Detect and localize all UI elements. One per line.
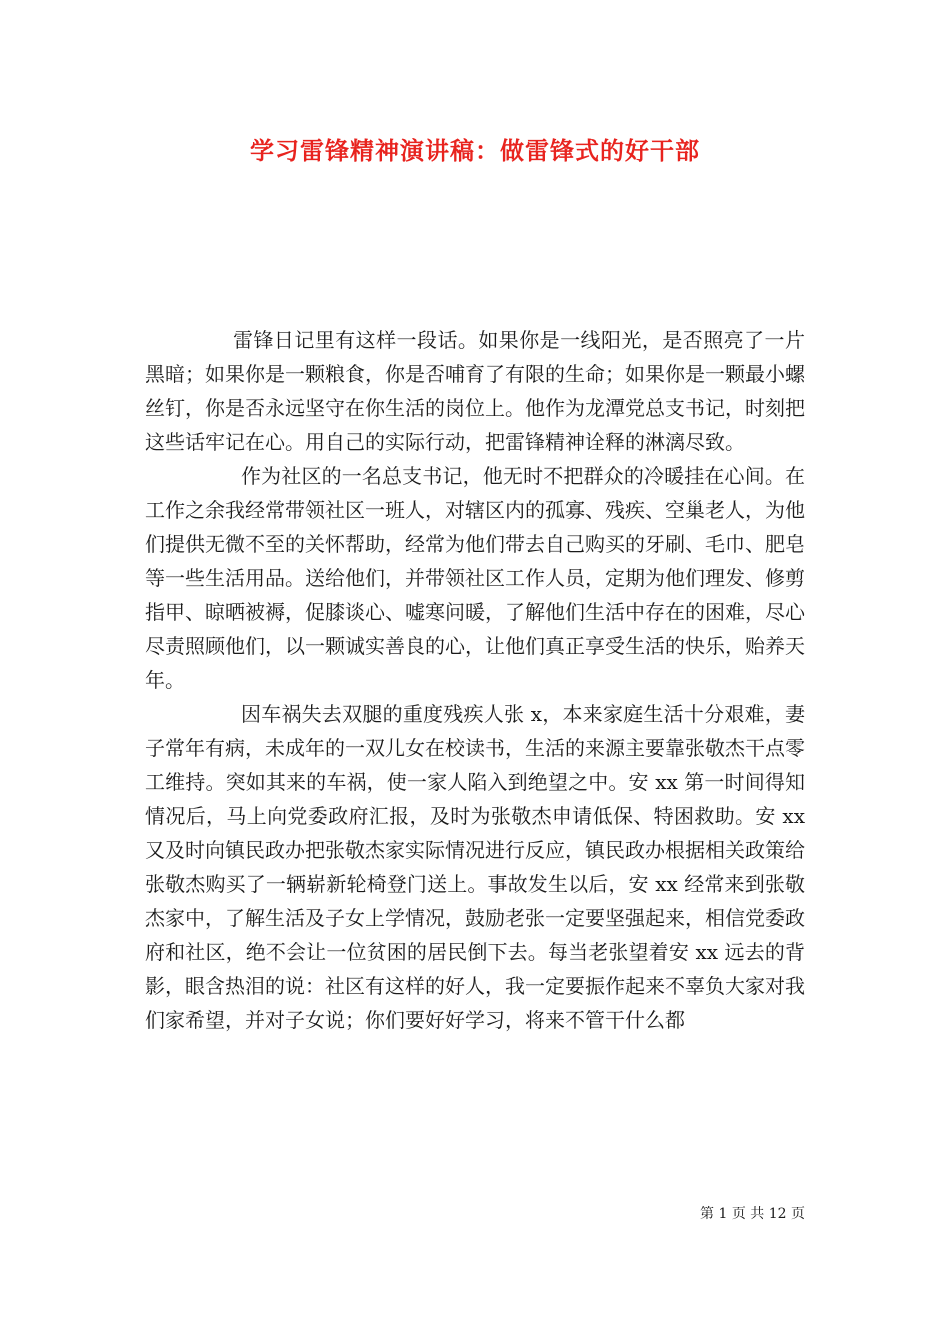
- paragraph-3: 因车祸失去双腿的重度残疾人张 x，本来家庭生活十分艰难，妻子常年有病，未成年的一双儿女在校读书，生活的来源主要靠张敬杰干点零工维持。突如其来的车祸，使一家人陷入到绝望之中。安 xx 第一时间得知情况后，马上向党委政府汇报，及时为张敬杰申请低保、特困救助。安 xx 又及时向镇民政办把张敬杰家实际情况进行反应，镇民政办根据相关政策给张敬杰购买了一辆崭新轮椅登门送上。事故发生以后，安 xx 经常来到张敬杰家中，了解生活及子女上学情况，鼓励老张一定要坚强起来，相信党委政府和社区，绝不会让一位贫困的居民倒下去。每当老张望着安 xx 远去的背影，眼含热泪的说：社区有这样的好人，我一定要振作起来不辜负大家对我们家希望，并对子女说；你们要好好学习，将来不管干什么都: [145, 702, 805, 1032]
- paragraph-2: 作为社区的一名总支书记，他无时不把群众的冷暖挂在心间。在工作之余我经常带领社区一班人，对辖区内的孤寡、残疾、空巢老人，为他们提供无微不至的关怀帮助，经常为他们带去自己购买的牙刷、毛巾、肥皂等一些生活用品。送给他们，并带领社区工作人员，定期为他们理发、修剪指甲、晾晒被褥，促膝谈心、嘘寒问暖，了解他们生活中存在的困难，尽心尽责照顾他们，以一颗诚实善良的心，让他们真正享受生活的快乐，贻养天年。: [145, 464, 805, 692]
- page-number: 第 1 页 共 12 页: [700, 1206, 805, 1222]
- document-title: 学习雷锋精神演讲稿：做雷锋式的好干部: [250, 136, 700, 165]
- document-body: [145, 323, 805, 1037]
- paragraph-1: 雷锋日记里有这样一段话。如果你是一线阳光，是否照亮了一片黑暗；如果你是一颗粮食，你是否哺育了有限的生命；如果你是一颗最小螺丝钉，你是否永远坚守在你生活的岗位上。他作为龙潭党总支书记，时刻把这些话牢记在心。用自己的实际行动，把雷锋精神诠释的淋漓尽致。: [145, 328, 805, 454]
